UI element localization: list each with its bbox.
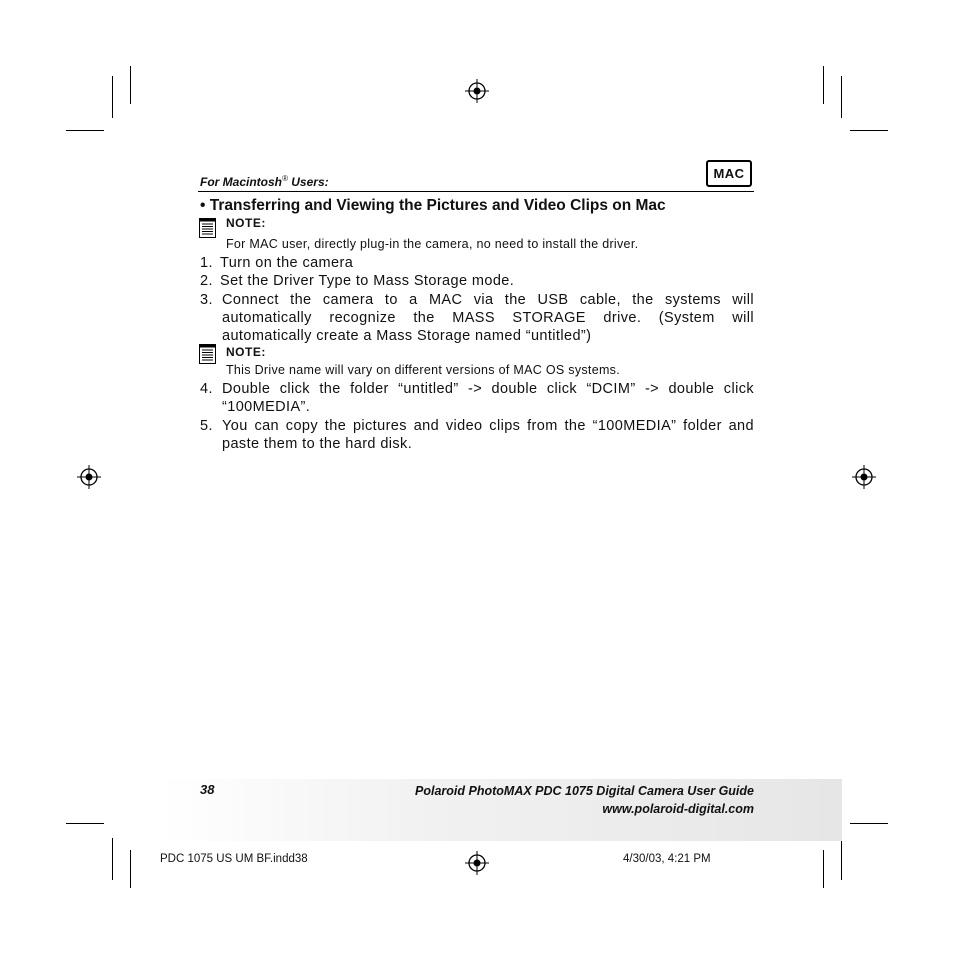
crop-mark — [850, 130, 888, 131]
step-number: 1. — [200, 255, 213, 271]
list-item — [200, 254, 756, 272]
registration-mark-icon — [76, 464, 102, 490]
section-label-text: For Macintosh — [200, 175, 283, 189]
crop-mark — [112, 76, 113, 118]
page-number: 38 — [200, 782, 215, 797]
crop-mark — [841, 838, 842, 880]
step-number: 2. — [200, 273, 213, 289]
guide-title: Polaroid PhotoMAX PDC 1075 Digital Camera User Guide — [415, 784, 754, 798]
slug-timestamp: 4/30/03, 4:21 PM — [623, 853, 711, 865]
registration-mark-icon — [464, 850, 490, 876]
crop-mark — [850, 823, 888, 824]
os-badge: MAC — [706, 160, 752, 187]
section-label-suffix: Users: — [287, 175, 329, 189]
step-number: 5. — [200, 418, 213, 434]
note-label: NOTE: — [226, 345, 266, 359]
header-divider — [198, 191, 754, 192]
registration-mark-icon — [851, 464, 877, 490]
section-label — [200, 174, 329, 189]
crop-mark — [66, 823, 104, 824]
step-number: 3. — [200, 292, 213, 308]
note-text: For MAC user, directly plug-in the camera, no need to install the driver. — [226, 237, 639, 251]
crop-mark — [841, 76, 842, 118]
list-item — [200, 291, 756, 347]
website-link[interactable]: www.polaroid-digital.com — [602, 802, 754, 816]
note-icon — [199, 218, 216, 238]
step-text: Double click the folder “untitled” -> double click “DCIM” -> double click “100MEDIA”. — [222, 381, 754, 415]
crop-mark — [112, 838, 113, 880]
note-text: This Drive name will vary on different versions of MAC OS systems. — [226, 363, 620, 377]
registration-mark-icon — [464, 78, 490, 104]
step-text: Turn on the camera — [220, 255, 354, 271]
crop-mark — [823, 850, 824, 888]
crop-mark — [130, 850, 131, 888]
heading-text: Transferring and Viewing the Pictures and Video Clips on Mac — [209, 197, 666, 214]
crop-mark — [130, 66, 131, 104]
crop-mark — [823, 66, 824, 104]
crop-mark — [66, 130, 104, 131]
step-text: Connect the camera to a MAC via the USB cable, the systems will automatically recognize the MASS STORAGE drive. (System will automatically create a Mass Storage named “untitled”) — [222, 292, 754, 344]
note-label: NOTE: — [226, 216, 266, 230]
list-item — [200, 272, 756, 290]
step-number: 4. — [200, 381, 213, 397]
note-icon — [199, 344, 216, 364]
step-text: You can copy the pictures and video clips from the “100MEDIA” folder and paste them to the hard disk. — [222, 418, 754, 452]
list-item — [200, 417, 756, 453]
section-heading — [200, 197, 666, 215]
step-text: Set the Driver Type to Mass Storage mode. — [220, 273, 515, 289]
registered-mark: ® — [282, 174, 288, 183]
heading-bullet: • — [200, 197, 206, 214]
slug-filename: PDC 1075 US UM BF.indd38 — [160, 853, 308, 865]
list-item — [200, 380, 756, 416]
